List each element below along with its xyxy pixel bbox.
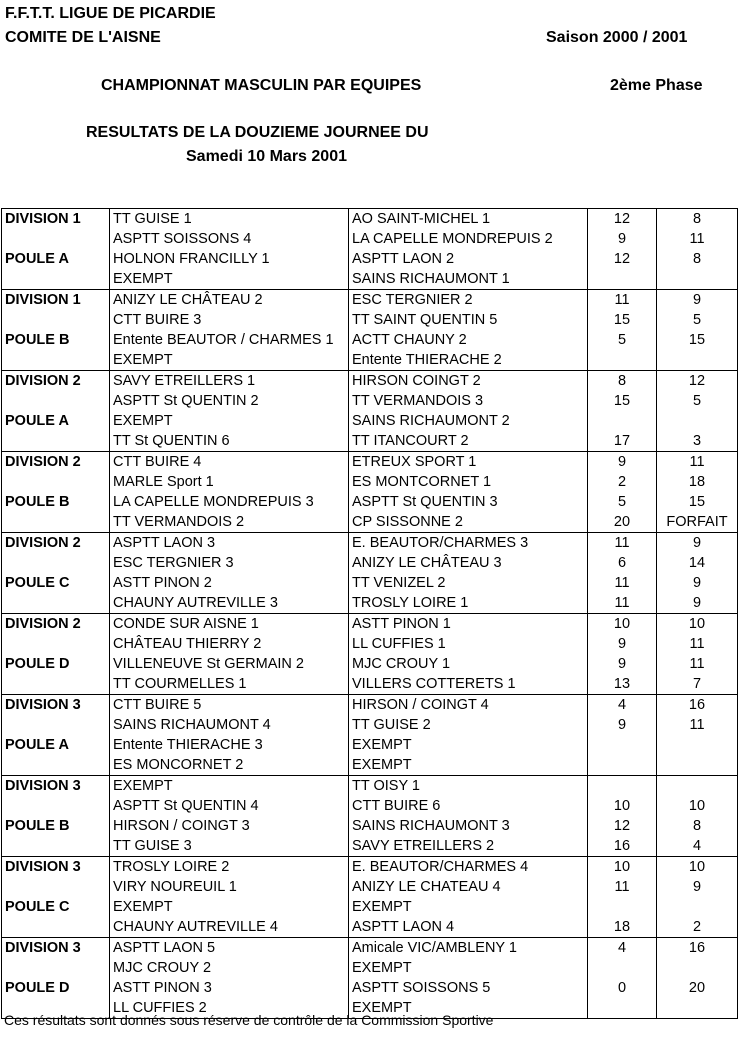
- home-score: 6: [588, 553, 657, 573]
- away-team: EXEMPT: [349, 755, 588, 776]
- home-score: 0: [588, 978, 657, 998]
- division-label: DIVISION 1: [2, 290, 110, 311]
- away-score: 10: [657, 857, 738, 878]
- away-team: E. BEAUTOR/CHARMES 3: [349, 533, 588, 554]
- away-score: [657, 735, 738, 755]
- match-row: [2, 796, 738, 816]
- home-score: 11: [588, 877, 657, 897]
- home-score: 15: [588, 310, 657, 330]
- group-label-cell: [2, 431, 110, 452]
- poule-label: POULE C: [2, 897, 110, 917]
- home-score: 15: [588, 391, 657, 411]
- home-team: Entente BEAUTOR / CHARMES 1: [110, 330, 349, 350]
- division-label: DIVISION 3: [2, 695, 110, 716]
- home-score: [588, 958, 657, 978]
- home-team: Entente THIERACHE 3: [110, 735, 349, 755]
- home-team: ASTT PINON 2: [110, 573, 349, 593]
- away-score: 11: [657, 229, 738, 249]
- division-label: DIVISION 2: [2, 452, 110, 473]
- home-team: TT GUISE 3: [110, 836, 349, 857]
- match-row: [2, 512, 738, 533]
- division-label: DIVISION 3: [2, 857, 110, 878]
- away-team: TT VERMANDOIS 3: [349, 391, 588, 411]
- away-score: 9: [657, 290, 738, 311]
- division-label: DIVISION 2: [2, 614, 110, 635]
- home-score: 10: [588, 614, 657, 635]
- home-team: ES MONCORNET 2: [110, 755, 349, 776]
- home-score: 11: [588, 533, 657, 554]
- home-score: 17: [588, 431, 657, 452]
- away-team: AO SAINT-MICHEL 1: [349, 209, 588, 230]
- home-team: LA CAPELLE MONDREPUIS 3: [110, 492, 349, 512]
- poule-label: POULE B: [2, 330, 110, 350]
- away-score: 11: [657, 452, 738, 473]
- away-team: TT GUISE 2: [349, 715, 588, 735]
- away-team: SAVY ETREILLERS 2: [349, 836, 588, 857]
- group-label-cell: [2, 877, 110, 897]
- home-team: TT VERMANDOIS 2: [110, 512, 349, 533]
- away-score: 11: [657, 715, 738, 735]
- away-score: 12: [657, 371, 738, 392]
- group-label-cell: [2, 512, 110, 533]
- home-score: 12: [588, 249, 657, 269]
- match-row: [2, 350, 738, 371]
- home-score: 9: [588, 654, 657, 674]
- match-row: [2, 330, 738, 350]
- poule-label: POULE C: [2, 573, 110, 593]
- home-score: 9: [588, 634, 657, 654]
- phase-label: 2ème Phase: [610, 77, 703, 94]
- away-team: SAINS RICHAUMONT 1: [349, 269, 588, 290]
- away-score: [657, 958, 738, 978]
- group-label-cell: [2, 796, 110, 816]
- match-row: [2, 431, 738, 452]
- home-team: ASPTT LAON 5: [110, 938, 349, 959]
- match-row: [2, 897, 738, 917]
- season-label: Saison 2000 / 2001: [546, 29, 688, 46]
- away-team: VILLERS COTTERETS 1: [349, 674, 588, 695]
- match-row: [2, 573, 738, 593]
- match-row: [2, 877, 738, 897]
- match-row: [2, 674, 738, 695]
- away-team: EXEMPT: [349, 998, 588, 1019]
- poule-label: POULE D: [2, 654, 110, 674]
- match-row: [2, 472, 738, 492]
- group-label-cell: [2, 755, 110, 776]
- away-score: 20: [657, 978, 738, 998]
- poule-label: POULE B: [2, 816, 110, 836]
- home-team: VIRY NOUREUIL 1: [110, 877, 349, 897]
- group-label-cell: [2, 553, 110, 573]
- match-row: [2, 371, 738, 392]
- away-team: ESC TERGNIER 2: [349, 290, 588, 311]
- match-row: [2, 614, 738, 635]
- home-team: TT COURMELLES 1: [110, 674, 349, 695]
- match-row: [2, 533, 738, 554]
- home-score: 5: [588, 330, 657, 350]
- home-team: SAINS RICHAUMONT 4: [110, 715, 349, 735]
- away-score: 11: [657, 634, 738, 654]
- match-row: [2, 452, 738, 473]
- match-row: [2, 249, 738, 269]
- home-score: 10: [588, 857, 657, 878]
- away-score: [657, 776, 738, 797]
- away-score: 8: [657, 249, 738, 269]
- away-score: [657, 897, 738, 917]
- match-row: [2, 978, 738, 998]
- group-label-cell: [2, 310, 110, 330]
- match-row: [2, 715, 738, 735]
- away-team: CTT BUIRE 6: [349, 796, 588, 816]
- group-label-cell: [2, 391, 110, 411]
- home-team: EXEMPT: [110, 897, 349, 917]
- away-team: EXEMPT: [349, 958, 588, 978]
- away-score: 7: [657, 674, 738, 695]
- home-team: HIRSON / COINGT 3: [110, 816, 349, 836]
- away-team: ASPTT SOISSONS 5: [349, 978, 588, 998]
- home-team: ASPTT LAON 3: [110, 533, 349, 554]
- home-score: 12: [588, 209, 657, 230]
- championship-title: CHAMPIONNAT MASCULIN PAR EQUIPES: [101, 77, 422, 94]
- away-score: 16: [657, 938, 738, 959]
- away-team: ASPTT LAON 4: [349, 917, 588, 938]
- home-team: TROSLY LOIRE 2: [110, 857, 349, 878]
- home-score: [588, 897, 657, 917]
- home-team: CTT BUIRE 5: [110, 695, 349, 716]
- away-team: TT SAINT QUENTIN 5: [349, 310, 588, 330]
- group-label-cell: [2, 917, 110, 938]
- home-score: 5: [588, 492, 657, 512]
- away-score: 5: [657, 310, 738, 330]
- match-row: [2, 593, 738, 614]
- away-score: 3: [657, 431, 738, 452]
- group-label-cell: [2, 593, 110, 614]
- group-label-cell: [2, 634, 110, 654]
- home-team: SAVY ETREILLERS 1: [110, 371, 349, 392]
- home-team: TT St QUENTIN 6: [110, 431, 349, 452]
- away-score: [657, 998, 738, 1019]
- home-team: ASTT PINON 3: [110, 978, 349, 998]
- footer-note: Ces résultats sont donnés sous réserve de contrôle de la Commission Sportive: [4, 1012, 494, 1028]
- home-score: 9: [588, 452, 657, 473]
- match-row: [2, 958, 738, 978]
- match-row: [2, 391, 738, 411]
- division-label: DIVISION 3: [2, 938, 110, 959]
- home-score: 11: [588, 290, 657, 311]
- away-team: E. BEAUTOR/CHARMES 4: [349, 857, 588, 878]
- match-row: [2, 290, 738, 311]
- away-score: 14: [657, 553, 738, 573]
- home-score: [588, 411, 657, 431]
- match-row: [2, 654, 738, 674]
- home-score: 18: [588, 917, 657, 938]
- away-score: 15: [657, 492, 738, 512]
- away-team: Entente THIERACHE 2: [349, 350, 588, 371]
- home-team: LL CUFFIES 2: [110, 998, 349, 1019]
- home-score: [588, 755, 657, 776]
- home-score: 10: [588, 796, 657, 816]
- home-team: CHÂTEAU THIERRY 2: [110, 634, 349, 654]
- away-team: ASPTT LAON 2: [349, 249, 588, 269]
- match-row: [2, 492, 738, 512]
- division-label: DIVISION 1: [2, 209, 110, 230]
- away-score: 2: [657, 917, 738, 938]
- results-date: Samedi 10 Mars 2001: [186, 148, 347, 165]
- away-score: 9: [657, 573, 738, 593]
- match-row: [2, 755, 738, 776]
- away-team: HIRSON COINGT 2: [349, 371, 588, 392]
- away-score: 10: [657, 796, 738, 816]
- away-team: SAINS RICHAUMONT 2: [349, 411, 588, 431]
- poule-label: POULE A: [2, 735, 110, 755]
- home-team: CONDE SUR AISNE 1: [110, 614, 349, 635]
- home-score: 4: [588, 695, 657, 716]
- group-label-cell: [2, 350, 110, 371]
- away-score: 15: [657, 330, 738, 350]
- group-label-cell: [2, 229, 110, 249]
- away-score: FORFAIT: [657, 512, 738, 533]
- away-team: MJC CROUY 1: [349, 654, 588, 674]
- home-score: [588, 350, 657, 371]
- group-label-cell: [2, 674, 110, 695]
- results-title: RESULTATS DE LA DOUZIEME JOURNEE DU: [86, 124, 429, 141]
- away-score: 18: [657, 472, 738, 492]
- home-team: TT GUISE 1: [110, 209, 349, 230]
- away-team: ANIZY LE CHATEAU 4: [349, 877, 588, 897]
- away-score: 9: [657, 533, 738, 554]
- match-row: [2, 938, 738, 959]
- group-label-cell: [2, 958, 110, 978]
- away-score: 11: [657, 654, 738, 674]
- away-score: 5: [657, 391, 738, 411]
- away-team: CP SISSONNE 2: [349, 512, 588, 533]
- home-score: 4: [588, 938, 657, 959]
- home-score: [588, 998, 657, 1019]
- away-team: LL CUFFIES 1: [349, 634, 588, 654]
- away-team: ES MONTCORNET 1: [349, 472, 588, 492]
- home-score: 16: [588, 836, 657, 857]
- match-row: [2, 411, 738, 431]
- away-team: ACTT CHAUNY 2: [349, 330, 588, 350]
- away-team: ETREUX SPORT 1: [349, 452, 588, 473]
- home-score: 11: [588, 573, 657, 593]
- away-team: SAINS RICHAUMONT 3: [349, 816, 588, 836]
- home-team: CTT BUIRE 4: [110, 452, 349, 473]
- poule-label: POULE A: [2, 249, 110, 269]
- match-row: [2, 695, 738, 716]
- division-label: DIVISION 2: [2, 533, 110, 554]
- home-team: ASPTT St QUENTIN 2: [110, 391, 349, 411]
- home-score: [588, 735, 657, 755]
- match-row: [2, 229, 738, 249]
- division-label: DIVISION 2: [2, 371, 110, 392]
- away-team: TROSLY LOIRE 1: [349, 593, 588, 614]
- away-score: 9: [657, 877, 738, 897]
- results-table: [1, 208, 738, 1019]
- poule-label: POULE D: [2, 978, 110, 998]
- home-score: 2: [588, 472, 657, 492]
- home-team: ESC TERGNIER 3: [110, 553, 349, 573]
- home-team: CTT BUIRE 3: [110, 310, 349, 330]
- home-team: HOLNON FRANCILLY 1: [110, 249, 349, 269]
- away-team: HIRSON / COINGT 4: [349, 695, 588, 716]
- match-row: [2, 816, 738, 836]
- away-score: [657, 269, 738, 290]
- away-score: 8: [657, 209, 738, 230]
- home-score: 13: [588, 674, 657, 695]
- away-score: 9: [657, 593, 738, 614]
- away-score: [657, 350, 738, 371]
- home-score: 9: [588, 229, 657, 249]
- match-row: [2, 917, 738, 938]
- home-score: 12: [588, 816, 657, 836]
- home-score: 9: [588, 715, 657, 735]
- home-team: VILLENEUVE St GERMAIN 2: [110, 654, 349, 674]
- match-row: [2, 634, 738, 654]
- away-team: TT VENIZEL 2: [349, 573, 588, 593]
- home-team: ANIZY LE CHÂTEAU 2: [110, 290, 349, 311]
- division-label: DIVISION 3: [2, 776, 110, 797]
- home-team: EXEMPT: [110, 411, 349, 431]
- home-score: 8: [588, 371, 657, 392]
- away-score: 10: [657, 614, 738, 635]
- match-row: [2, 836, 738, 857]
- match-row: [2, 776, 738, 797]
- group-label-cell: [2, 269, 110, 290]
- home-team: EXEMPT: [110, 350, 349, 371]
- home-team: EXEMPT: [110, 269, 349, 290]
- committee-name: COMITE DE L'AISNE: [5, 29, 161, 46]
- away-team: TT OISY 1: [349, 776, 588, 797]
- away-team: TT ITANCOURT 2: [349, 431, 588, 452]
- match-row: [2, 310, 738, 330]
- away-score: 16: [657, 695, 738, 716]
- home-team: ASPTT SOISSONS 4: [110, 229, 349, 249]
- home-score: [588, 269, 657, 290]
- home-score: 11: [588, 593, 657, 614]
- away-team: Amicale VIC/AMBLENY 1: [349, 938, 588, 959]
- away-team: ANIZY LE CHÂTEAU 3: [349, 553, 588, 573]
- match-row: [2, 269, 738, 290]
- match-row: [2, 553, 738, 573]
- home-team: EXEMPT: [110, 776, 349, 797]
- home-team: MJC CROUY 2: [110, 958, 349, 978]
- match-row: [2, 209, 738, 230]
- away-team: EXEMPT: [349, 897, 588, 917]
- home-team: MARLE Sport 1: [110, 472, 349, 492]
- home-team: CHAUNY AUTREVILLE 4: [110, 917, 349, 938]
- home-score: 20: [588, 512, 657, 533]
- away-team: LA CAPELLE MONDREPUIS 2: [349, 229, 588, 249]
- match-row: [2, 857, 738, 878]
- group-label-cell: [2, 472, 110, 492]
- group-label-cell: [2, 715, 110, 735]
- away-score: [657, 411, 738, 431]
- away-team: ASTT PINON 1: [349, 614, 588, 635]
- group-label-cell: [2, 836, 110, 857]
- away-score: [657, 755, 738, 776]
- home-team: ASPTT St QUENTIN 4: [110, 796, 349, 816]
- home-team: CHAUNY AUTREVILLE 3: [110, 593, 349, 614]
- federation-name: F.F.T.T. LIGUE DE PICARDIE: [5, 5, 216, 22]
- away-team: ASPTT St QUENTIN 3: [349, 492, 588, 512]
- poule-label: POULE B: [2, 492, 110, 512]
- away-score: 8: [657, 816, 738, 836]
- away-team: EXEMPT: [349, 735, 588, 755]
- match-row: [2, 735, 738, 755]
- poule-label: POULE A: [2, 411, 110, 431]
- home-score: [588, 776, 657, 797]
- away-score: 4: [657, 836, 738, 857]
